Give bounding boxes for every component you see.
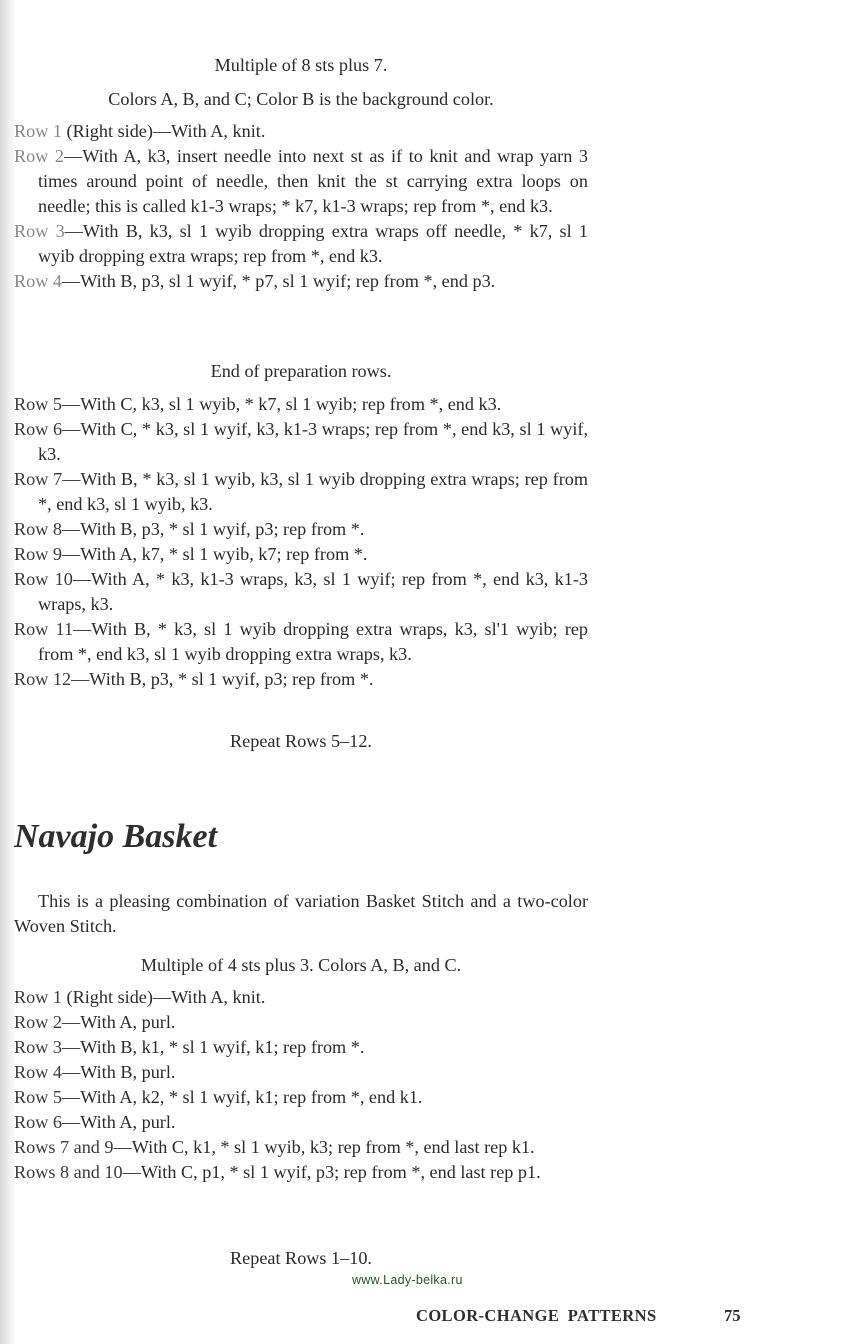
instruction-row: Row 10—With A, * k3, k1-3 wraps, k3, sl 1 wyif; rep from *, end k3, k1-3 wraps, k3.: [14, 569, 588, 614]
instruction-row: Row 1 (Right side)—With A, knit.: [14, 987, 266, 1007]
instruction-row: Row 2—With A, purl.: [14, 1012, 176, 1032]
instruction-row: Row 4—With B, p3, sl 1 wyif, * p7, sl 1 wyif; rep from *, end p3.: [14, 271, 496, 291]
instruction-row: Row 7—With B, * k3, sl 1 wyib, k3, sl 1 wyib dropping extra wraps; rep from *, end k3, sl 1 wyib, k3.: [14, 469, 588, 514]
instruction-row: Rows 7 and 9—With C, k1, * sl 1 wyib, k3; rep from *, end last rep k1.: [14, 1137, 535, 1157]
instruction-row: Row 4—With B, purl.: [14, 1062, 176, 1082]
instruction-row: Rows 8 and 10—With C, p1, * sl 1 wyif, p3; rep from *, end last rep p1.: [14, 1162, 541, 1182]
instruction-row: Row 2—With A, k3, insert needle into next st as if to knit and wrap yarn 3 times around point of needle, then knit the st carrying extra loops on needle; this is called k1-3 wraps; * k7, k1-3 wraps; rep from *, end k3.: [14, 146, 588, 216]
instruction-row: Row 8—With B, p3, * sl 1 wyif, p3; rep from *.: [14, 519, 365, 539]
instruction-row: Row 5—With A, k2, * sl 1 wyif, k1; rep from *, end k1.: [14, 1087, 423, 1107]
pattern-title: Navajo Basket: [14, 818, 218, 855]
instruction-row: Row 3—With B, k1, * sl 1 wyif, k1; rep from *.: [14, 1037, 365, 1057]
instruction-row: Row 6—With C, * k3, sl 1 wyif, k3, k1-3 wraps; rep from *, end k3, sl 1 wyif, k3.: [14, 419, 589, 464]
repeat-note: Repeat Rows 1–10.: [230, 1248, 372, 1268]
instruction-row: Row 5—With C, k3, sl 1 wyib, * k7, sl 1 wyib; rep from *, end k3.: [14, 394, 502, 414]
prep-rows: [14, 119, 588, 294]
colors-note: Colors A, B, and C; Color B is the background color.: [108, 89, 494, 109]
repeat-note: Repeat Rows 5–12.: [230, 731, 372, 751]
pattern-rows: [14, 392, 588, 692]
pattern-rows: [14, 985, 588, 1185]
instruction-row: Row 11—With B, * k3, sl 1 wyib dropping extra wraps, k3, sl'1 wyib; rep from *, end k3, sl 1 wyib dropping extra wraps, k3.: [14, 619, 588, 664]
instruction-row: Row 6—With A, purl.: [14, 1112, 176, 1132]
instruction-row: Row 12—With B, p3, * sl 1 wyif, p3; rep from *.: [14, 669, 374, 689]
instruction-row: Row 3—With B, k3, sl 1 wyib dropping extra wraps off needle, * k7, sl 1 wyib dropping extra wraps; rep from *, end k3.: [14, 221, 589, 266]
multiple-note: Multiple of 4 sts plus 3. Colors A, B, and C.: [140, 955, 462, 975]
end-prep-note: End of preparation rows.: [210, 361, 392, 381]
multiple-note: Multiple of 8 sts plus 7.: [214, 55, 388, 75]
instruction-row: Row 1 (Right side)—With A, knit.: [14, 121, 266, 141]
watermark-link: www.Lady-belka.ru: [352, 1273, 463, 1287]
running-head: COLOR-CHANGE PATTERNS: [416, 1306, 657, 1325]
instruction-row: Row 9—With A, k7, * sl 1 wyib, k7; rep from *.: [14, 544, 368, 564]
page-number: 75: [724, 1306, 741, 1325]
pattern-intro: This is a pleasing combination of variation Basket Stitch and a two-color Woven Stitch.: [14, 891, 588, 936]
